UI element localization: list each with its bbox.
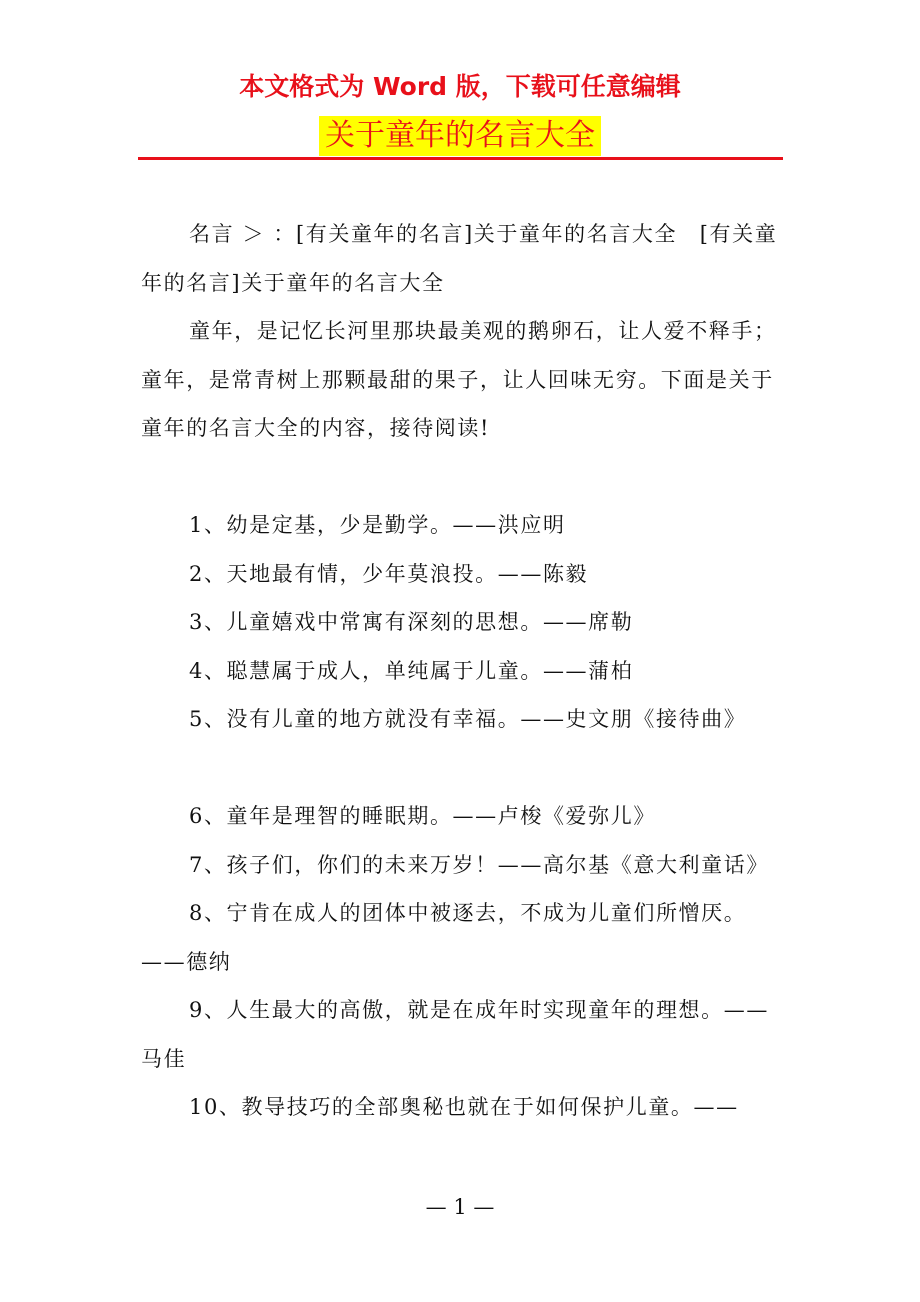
quote-item: 10、教导技巧的全部奥秘也就在于如何保护儿童。—— xyxy=(189,1095,739,1119)
quote-item: 3、儿童嬉戏中常寓有深刻的思想。——席勒 xyxy=(189,610,634,634)
lead-paragraph: 童年，是记忆长河里那块最美观的鹅卵石，让人爱不释手；童年，是常青树上那颗最甜的果子，让人回味无穷。下面是关于童年的名言大全的内容，接待阅读! xyxy=(141,319,777,440)
quote-item: 8、宁肯在成人的团体中被逐去，不成为儿童们所憎厌。——德纳 xyxy=(141,901,747,974)
format-notice-banner: 本文格式为 Word 版，下载可任意编辑 xyxy=(239,72,681,101)
paragraph-spacer xyxy=(141,744,785,793)
page-number: — 1 — xyxy=(425,1195,495,1219)
quote-item: 5、没有儿童的地方就没有幸福。——史文朋《接待曲》 xyxy=(189,707,747,731)
quote-item: 9、人生最大的高傲，就是在成年时实现童年的理想。——马佳 xyxy=(141,998,769,1071)
title-divider xyxy=(138,157,783,160)
quote-item: 7、孩子们，你们的未来万岁！——高尔基《意大利童话》 xyxy=(189,852,769,877)
quote-item: 6、童年是理智的睡眠期。——卢梭《爱弥儿》 xyxy=(189,804,656,828)
quote-item: 2、天地最有情，少年莫浪投。——陈毅 xyxy=(189,561,589,586)
article-body xyxy=(141,210,785,1132)
page-title: 关于童年的名言大全 xyxy=(319,116,601,156)
intro-paragraph: 名言 ＞ ：[有关童年的名言]关于童年的名言大全 [有关童年的名言]关于童年的名言大全 xyxy=(141,222,778,295)
quote-item: 4、聪慧属于成人，单纯属于儿童。——蒲柏 xyxy=(189,658,634,683)
title-wrapper xyxy=(0,116,920,156)
paragraph-spacer xyxy=(141,453,785,502)
quote-item: 1、幼是定基，少是勤学。——洪应明 xyxy=(189,513,566,537)
